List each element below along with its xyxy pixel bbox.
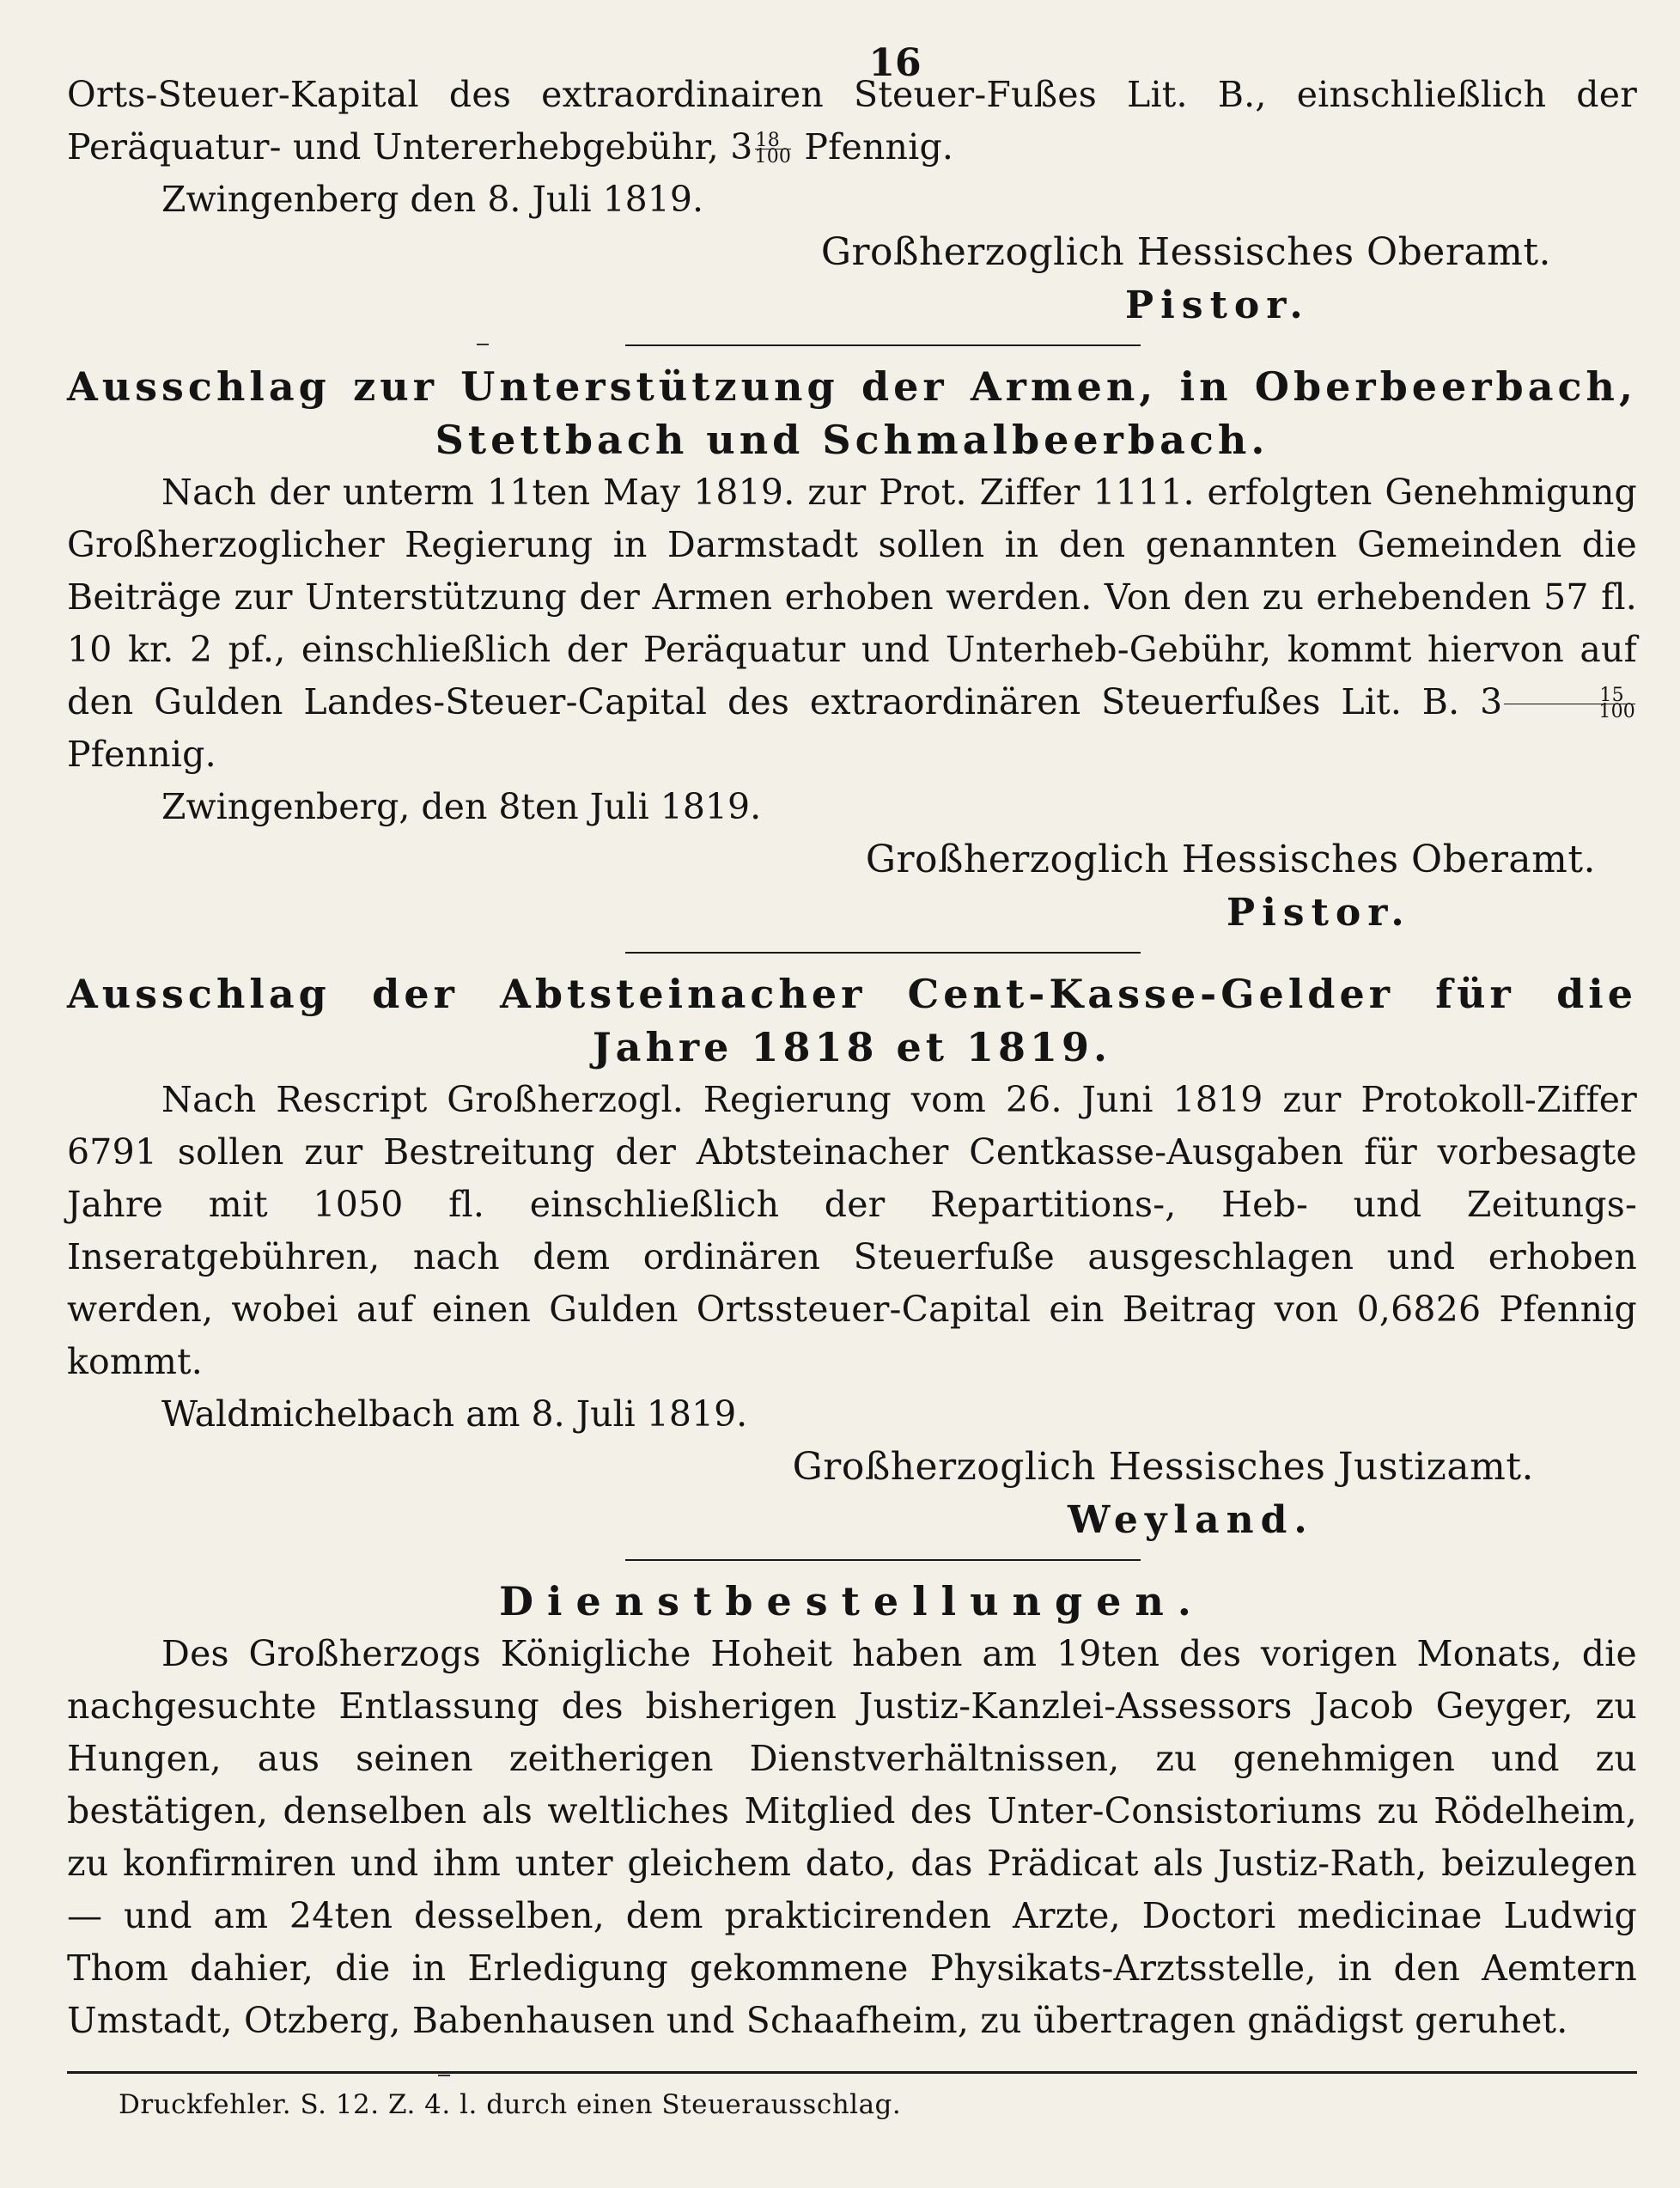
footnote-divider [67, 2071, 1637, 2074]
errata-note: Druckfehler. S. 12. Z. 4. l. durch einen Steuerausschlag. [119, 2089, 902, 2120]
notice-appointments [67, 1575, 1637, 2047]
continuation-notice [67, 69, 1637, 332]
signatory: Pistor. [1227, 891, 1411, 935]
place-date: Waldmichelbach am 8. Juli 1819. [161, 1393, 748, 1435]
signatory: Weyland. [1068, 1498, 1314, 1542]
issuing-authority: Großherzoglich Hessisches Oberamt. [820, 230, 1551, 274]
section-heading: Ausschlag der Abtsteinacher Cent-Kasse-Gelder für die Jahre 1818 et 1819. [67, 971, 1637, 1070]
continuation-text-start: Orts-Steuer-Kapital des extraordinairen Steuer-Fußes Lit. B., einschließlich der Peräquatur- und Untererhebgebühr, 3 [67, 74, 1637, 168]
fraction: $\frac{15}{100}$ [1504, 688, 1635, 720]
signatory: Pistor. [1125, 283, 1310, 327]
section-body: Nach Rescript Großherzogl. Regierung vom 26. Juni 1819 zur Protokoll-Ziffer 6791 sollen zur Bestreitung der Abtsteinacher Centkasse-Ausgaben für vorbesagte Jahre mit 1050 fl. einschließlich der Repartitions-, Heb- und Zeitungs-Inseratgebühren, nach dem ordinären Steuerfuße ausgeschlagen und erhoben werden, wobei auf einen Gulden Ortssteuer-Capital ein Beitrag von 0,6826 Pfennig kommt. [67, 1079, 1637, 1382]
notice-poor-relief [67, 360, 1637, 940]
section-divider [625, 952, 1141, 954]
page-number: 16 [868, 41, 922, 85]
section-divider [625, 344, 1141, 346]
print-mark [477, 344, 489, 345]
print-mark [438, 2075, 450, 2076]
continuation-text-end: Pfennig. [793, 126, 954, 168]
issuing-authority: Großherzoglich Hessisches Justizamt. [792, 1445, 1534, 1489]
place-date: Zwingenberg den 8. Juli 1819. [161, 179, 703, 220]
section-body: Des Großherzogs Königliche Hoheit haben am 19ten des vorigen Monats, die nachgesuchte Entlassung des bisherigen Justiz-Kanzlei-Assessors Jacob Geyger, zu Hungen, aus seinen zeitherigen Dienstverhältnissen, zu genehmigen und zu bestätigen, denselben als weltliches Mitglied des Unter-Consistoriums zu Rödelheim, zu konfirmiren und ihm unter gleichem dato, das Prädicat als Justiz-Rath, beizulegen — und am 24ten desselben, dem prakticirenden Arzte, Doctori medicinae Ludwig Thom dahier, die in Erledigung gekommene Physikats-Arztsstelle, in den Aemtern Umstadt, Otzberg, Babenhausen und Schaafheim, zu übertragen gnädigst geruhet. [67, 1633, 1637, 2041]
section-body-end: Pfennig. [67, 734, 216, 775]
section-divider [625, 1559, 1141, 1561]
section-body [67, 466, 1637, 781]
section-heading: Ausschlag zur Unterstützung der Armen, in Oberbeerbach, Stettbach und Schmalbeerbach. [67, 363, 1637, 463]
place-date: Zwingenberg, den 8ten Juli 1819. [161, 786, 762, 827]
section-body-start: Nach der unterm 11ten May 1819. zur Prot. Ziffer 1111. erfolgten Genehmigung Großherzoglicher Regierung in Darmstadt sollen in den genannten Gemeinden die Beiträge zur Unterstützung der Armen erhoben werden. Von den zu erhebenden 57 fl. 10 kr. 2 pf., einschließlich der Peräquatur und Unterheb-Gebühr, kommt hiervon auf den Gulden Landes-Steuer-Capital des extraordinären Steuerfußes Lit. B. 3 [67, 472, 1637, 722]
fraction: $\frac{18}{100}$ [754, 130, 792, 168]
issuing-authority: Großherzoglich Hessisches Oberamt. [865, 838, 1596, 881]
notice-cent-kasse [67, 967, 1637, 1547]
section-heading: Dienstbestellungen. [499, 1578, 1205, 1624]
continuation-text [67, 69, 1637, 174]
